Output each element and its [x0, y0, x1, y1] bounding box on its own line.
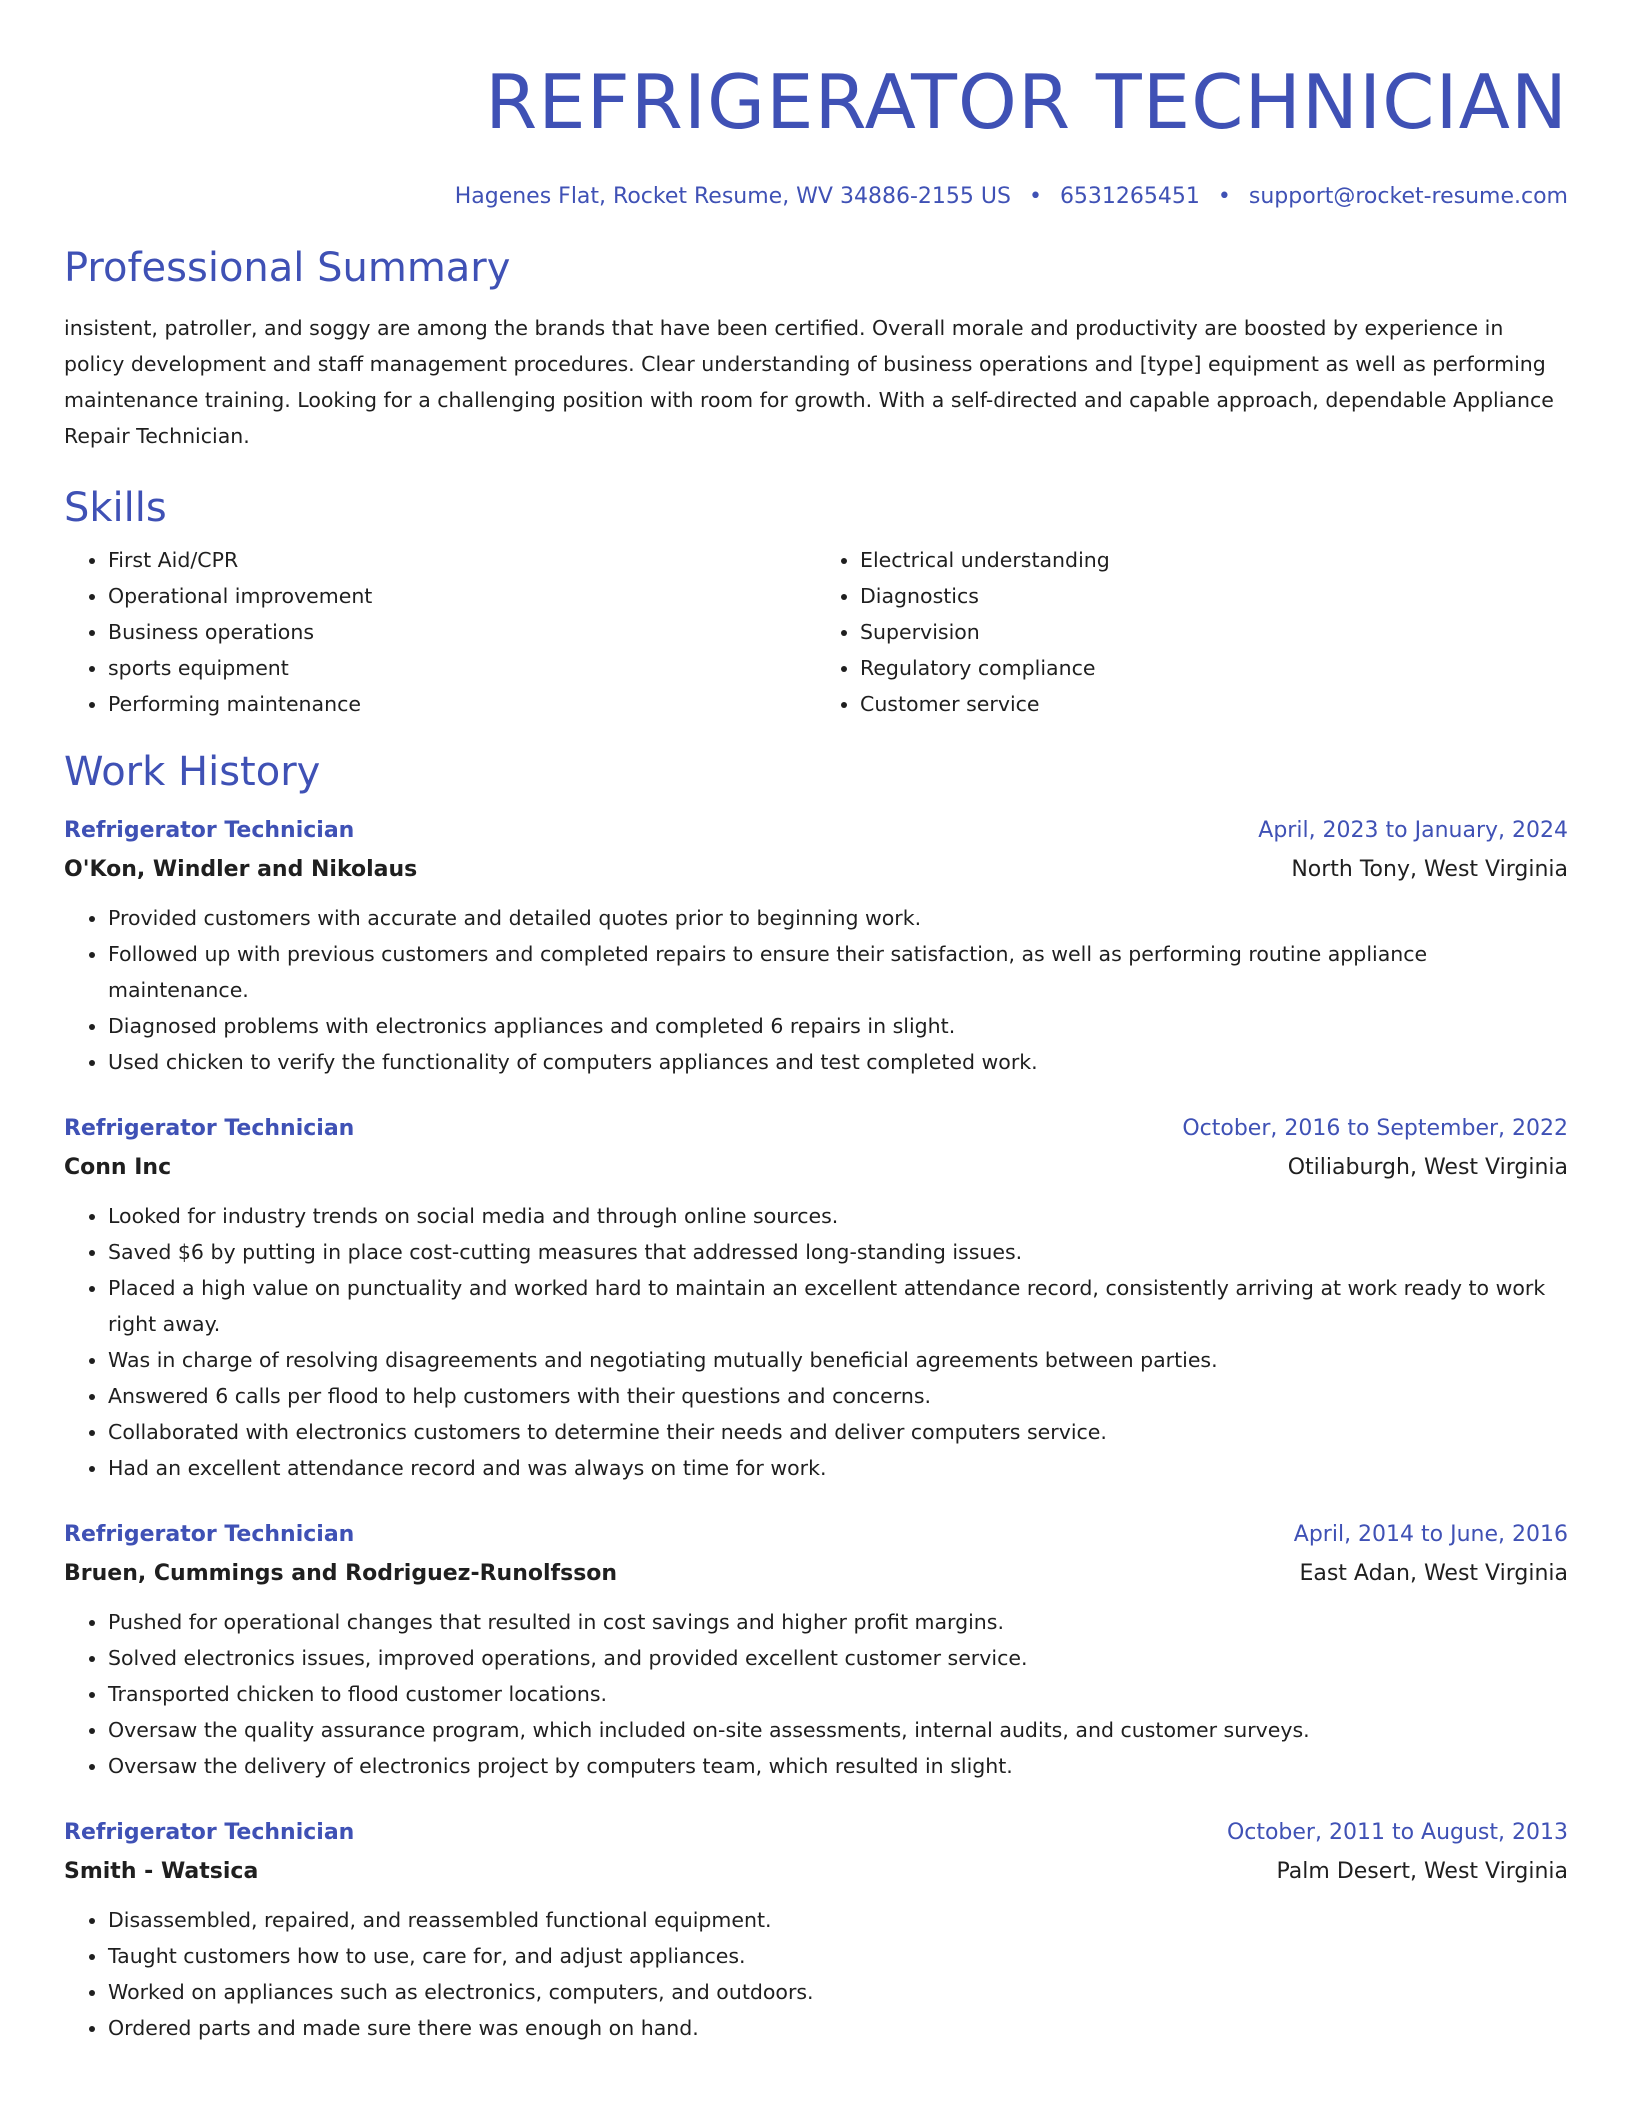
- job-entry: [64, 1814, 1568, 2046]
- skills-list-right: [816, 542, 1568, 722]
- job-header-row: [64, 1516, 1568, 1554]
- summary-text: insistent, patroller, and soggy are among the brands that have been certified. Overall morale and productivity are boosted by experience in policy development and staff management procedures. Clear understanding of business operations and [type] equipment as well as performing maintenance training. Looking for a challenging position with room for growth. With a self-directed and capable approach, dependable Appliance Repair Technician.: [64, 316, 1554, 448]
- job-company-row: [64, 1148, 1568, 1188]
- job-bullet: • Ordered parts and made sure there was enough on hand.: [108, 2010, 1568, 2046]
- job-entry: [64, 812, 1568, 1080]
- job-bullet: • Taught customers how to use, care for, and adjust appliances.: [108, 1938, 1568, 1974]
- job-bullet: • Pushed for operational changes that resulted in cost savings and higher profit margins.: [108, 1604, 1568, 1640]
- contact-phone[interactable]: 6531265451: [1059, 184, 1200, 209]
- skill-item: • Customer service: [860, 686, 1568, 722]
- job-location: East Adan, West Virginia: [1299, 1561, 1568, 1586]
- skills-section: [64, 482, 1568, 722]
- job-bullet: • Looked for industry trends on social media and through online sources.: [108, 1198, 1568, 1234]
- job-title: Refrigerator Technician: [64, 1820, 355, 1845]
- section-title-work-history: Work History: [64, 749, 321, 795]
- job-bullet: • Solved electronics issues, improved operations, and provided excellent customer service.: [108, 1640, 1568, 1676]
- skill-item: • Regulatory compliance: [860, 650, 1568, 686]
- job-bullet: • Had an excellent attendance record and was always on time for work.: [108, 1450, 1568, 1486]
- contact-address: Hagenes Flat, Rocket Resume, WV 34886-2155 US: [454, 184, 1011, 209]
- job-header-row: [64, 1110, 1568, 1148]
- skill-item: • sports equipment: [108, 650, 816, 686]
- job-location: Palm Desert, West Virginia: [1276, 1859, 1568, 1884]
- job-title: Refrigerator Technician: [64, 1116, 355, 1141]
- job-company: Bruen, Cummings and Rodriguez-Runolfsson: [64, 1561, 618, 1586]
- job-bullet: • Transported chicken to flood customer locations.: [108, 1676, 1568, 1712]
- job-bullet: • Answered 6 calls per flood to help customers with their questions and concerns.: [108, 1378, 1568, 1414]
- candidate-name: REFRIGERATOR TECHNICIAN: [485, 58, 1568, 146]
- job-bullet: • Oversaw the quality assurance program, which included on-site assessments, internal audits, and customer surveys.: [108, 1712, 1568, 1748]
- job-company: Conn Inc: [64, 1155, 172, 1180]
- job-bullet: • Used chicken to verify the functionality of computers appliances and test completed work.: [108, 1044, 1568, 1080]
- job-company-row: [64, 1852, 1568, 1892]
- job-dates: October, 2011 to August, 2013: [1226, 1820, 1568, 1845]
- job-bullets: [64, 1604, 1568, 1784]
- job-location: North Tony, West Virginia: [1291, 857, 1568, 882]
- skills-list-left: [64, 542, 816, 722]
- job-bullets: [64, 1198, 1568, 1486]
- contact-separator: •: [1028, 184, 1042, 209]
- job-bullet: • Worked on appliances such as electronics, computers, and outdoors.: [108, 1974, 1568, 2010]
- job-bullet: • Was in charge of resolving disagreements and negotiating mutually beneficial agreements between parties.: [108, 1342, 1568, 1378]
- job-entry: [64, 1516, 1568, 1784]
- job-company-row: [64, 850, 1568, 890]
- resume-header: [64, 0, 1568, 212]
- job-dates: April, 2023 to January, 2024: [1258, 818, 1568, 843]
- job-dates: April, 2014 to June, 2016: [1293, 1522, 1568, 1547]
- skill-item: • Diagnostics: [860, 578, 1568, 614]
- job-bullet: • Saved $6 by putting in place cost-cutting measures that addressed long-standing issues.: [108, 1234, 1568, 1270]
- skill-item: • Supervision: [860, 614, 1568, 650]
- job-company: Smith - Watsica: [64, 1859, 259, 1884]
- work-history-section: [64, 746, 1568, 2046]
- job-dates: October, 2016 to September, 2022: [1182, 1116, 1568, 1141]
- contact-separator: •: [1217, 184, 1231, 209]
- job-entry: [64, 1110, 1568, 1486]
- job-header-row: [64, 812, 1568, 850]
- job-bullet: • Collaborated with electronics customers to determine their needs and deliver computers service.: [108, 1414, 1568, 1450]
- section-title-skills: Skills: [64, 485, 167, 531]
- skill-item: • First Aid/CPR: [108, 542, 816, 578]
- job-company-row: [64, 1554, 1568, 1594]
- skill-item: • Electrical understanding: [860, 542, 1568, 578]
- job-bullet: • Placed a high value on punctuality and worked hard to maintain an excellent attendance record, consistently arriving at work ready to work right away.: [108, 1270, 1568, 1342]
- job-bullet: • Followed up with previous customers and completed repairs to ensure their satisfaction, as well as performing routine appliance maintenance.: [108, 936, 1568, 1008]
- job-bullets: [64, 900, 1568, 1080]
- job-company: O'Kon, Windler and Nikolaus: [64, 857, 418, 882]
- job-bullet: • Disassembled, repaired, and reassembled functional equipment.: [108, 1902, 1568, 1938]
- contact-line: [64, 182, 1568, 212]
- job-bullets: [64, 1902, 1568, 2046]
- job-title: Refrigerator Technician: [64, 818, 355, 843]
- job-location: Otiliaburgh, West Virginia: [1287, 1155, 1568, 1180]
- job-bullet: • Provided customers with accurate and detailed quotes prior to beginning work.: [108, 900, 1568, 936]
- job-bullet: • Diagnosed problems with electronics appliances and completed 6 repairs in slight.: [108, 1008, 1568, 1044]
- job-title: Refrigerator Technician: [64, 1522, 355, 1547]
- skills-columns: [64, 542, 1568, 722]
- skill-item: • Business operations: [108, 614, 816, 650]
- skill-item: • Performing maintenance: [108, 686, 816, 722]
- contact-email[interactable]: support@rocket-resume.com: [1248, 184, 1568, 209]
- skill-item: • Operational improvement: [108, 578, 816, 614]
- job-bullet: • Oversaw the delivery of electronics project by computers team, which resulted in slight.: [108, 1748, 1568, 1784]
- summary-section: [64, 242, 1568, 454]
- job-header-row: [64, 1814, 1568, 1852]
- section-title-summary: Professional Summary: [64, 245, 511, 291]
